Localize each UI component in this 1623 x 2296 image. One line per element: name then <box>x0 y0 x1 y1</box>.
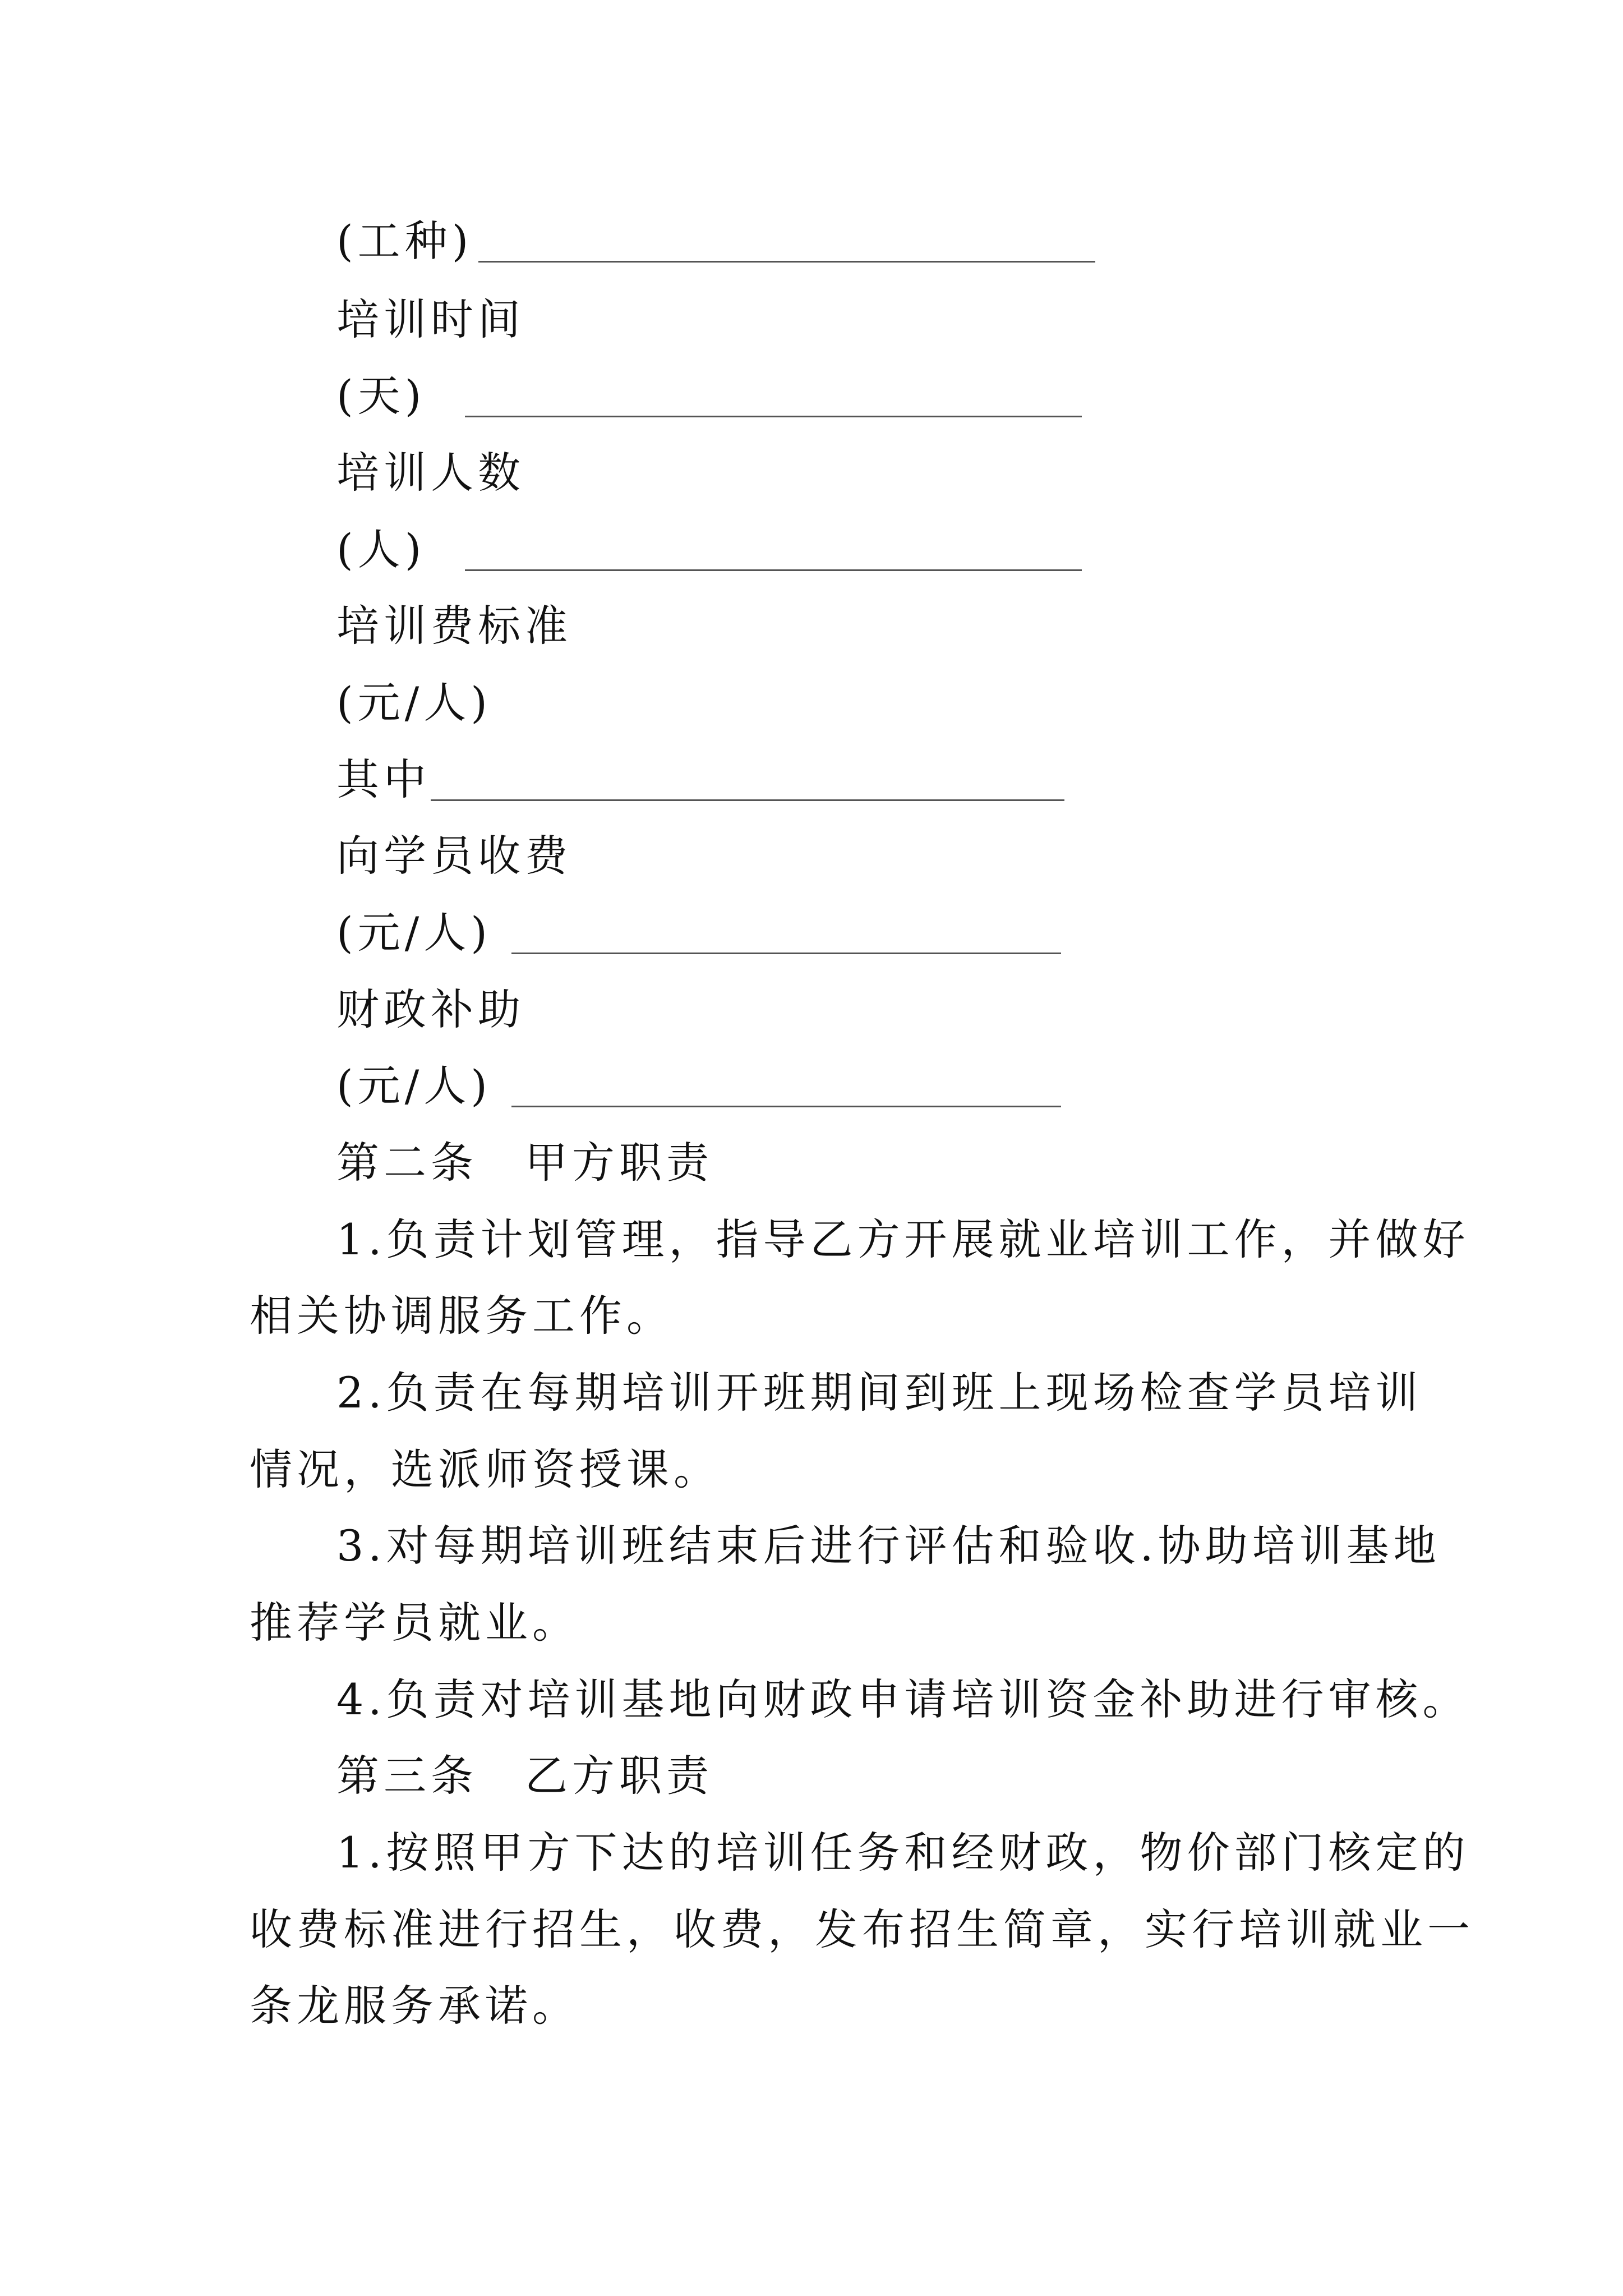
yuan-per-person-label-1: (元/人) <box>336 678 492 728</box>
fee-standard-label: 培训费标准 <box>336 601 572 651</box>
article2-p4-line1: 4.负责对培训基地向财政申请培训资金补助进行审核。 <box>336 1674 1470 1724</box>
days-row <box>336 371 1082 421</box>
article2-p1-line2: 相关协调服务工作。 <box>250 1291 674 1341</box>
article3-heading: 第三条 乙方职责 <box>336 1751 713 1801</box>
trade-row <box>336 216 1095 266</box>
article2-p2-line1: 2.负责在每期培训开班期间到班上现场检查学员培训 <box>336 1368 1423 1418</box>
trade-blank[interactable] <box>478 222 1095 263</box>
among-label: 其中 <box>336 754 431 804</box>
among-row <box>336 754 1064 804</box>
training-time-label: 培训时间 <box>336 295 525 344</box>
yuan-per-person-label-3: (元/人) <box>336 1061 492 1111</box>
among-blank[interactable] <box>431 760 1064 801</box>
student-fee-label: 向学员收费 <box>336 831 572 881</box>
article3-p1-line3: 条龙服务承诺。 <box>250 1981 579 2031</box>
article3-p1-line2: 收费标准进行招生，收费，发布招生简章，实行培训就业一 <box>250 1904 1474 1954</box>
article2-p3-line2: 推荐学员就业。 <box>250 1598 579 1648</box>
article2-p2-line2: 情况，选派师资授课。 <box>250 1444 721 1494</box>
student-fee-blank[interactable] <box>511 913 1061 954</box>
article2-p3-line1: 3.对每期培训班结束后进行评估和验收.协助培训基地 <box>336 1521 1441 1571</box>
student-fee-row <box>336 908 1061 958</box>
article2-heading: 第二条 甲方职责 <box>336 1138 713 1188</box>
days-blank[interactable] <box>465 376 1082 417</box>
training-count-label: 培训人数 <box>336 448 525 498</box>
article2-p1-line1: 1.负责计划管理，指导乙方开展就业培训工作，并做好 <box>336 1214 1470 1264</box>
fiscal-subsidy-blank[interactable] <box>511 1066 1061 1107</box>
fiscal-subsidy-label: 财政补助 <box>336 984 525 1034</box>
persons-blank[interactable] <box>465 530 1082 571</box>
persons-label: (人) <box>336 524 426 574</box>
article3-p1-line1: 1.按照甲方下达的培训任务和经财政，物价部门核定的 <box>336 1828 1470 1878</box>
trade-label: (工种) <box>336 216 473 266</box>
yuan-per-person-label-2: (元/人) <box>336 908 492 958</box>
days-label: (天) <box>336 371 426 421</box>
persons-row <box>336 524 1082 574</box>
fiscal-subsidy-row <box>336 1061 1061 1111</box>
